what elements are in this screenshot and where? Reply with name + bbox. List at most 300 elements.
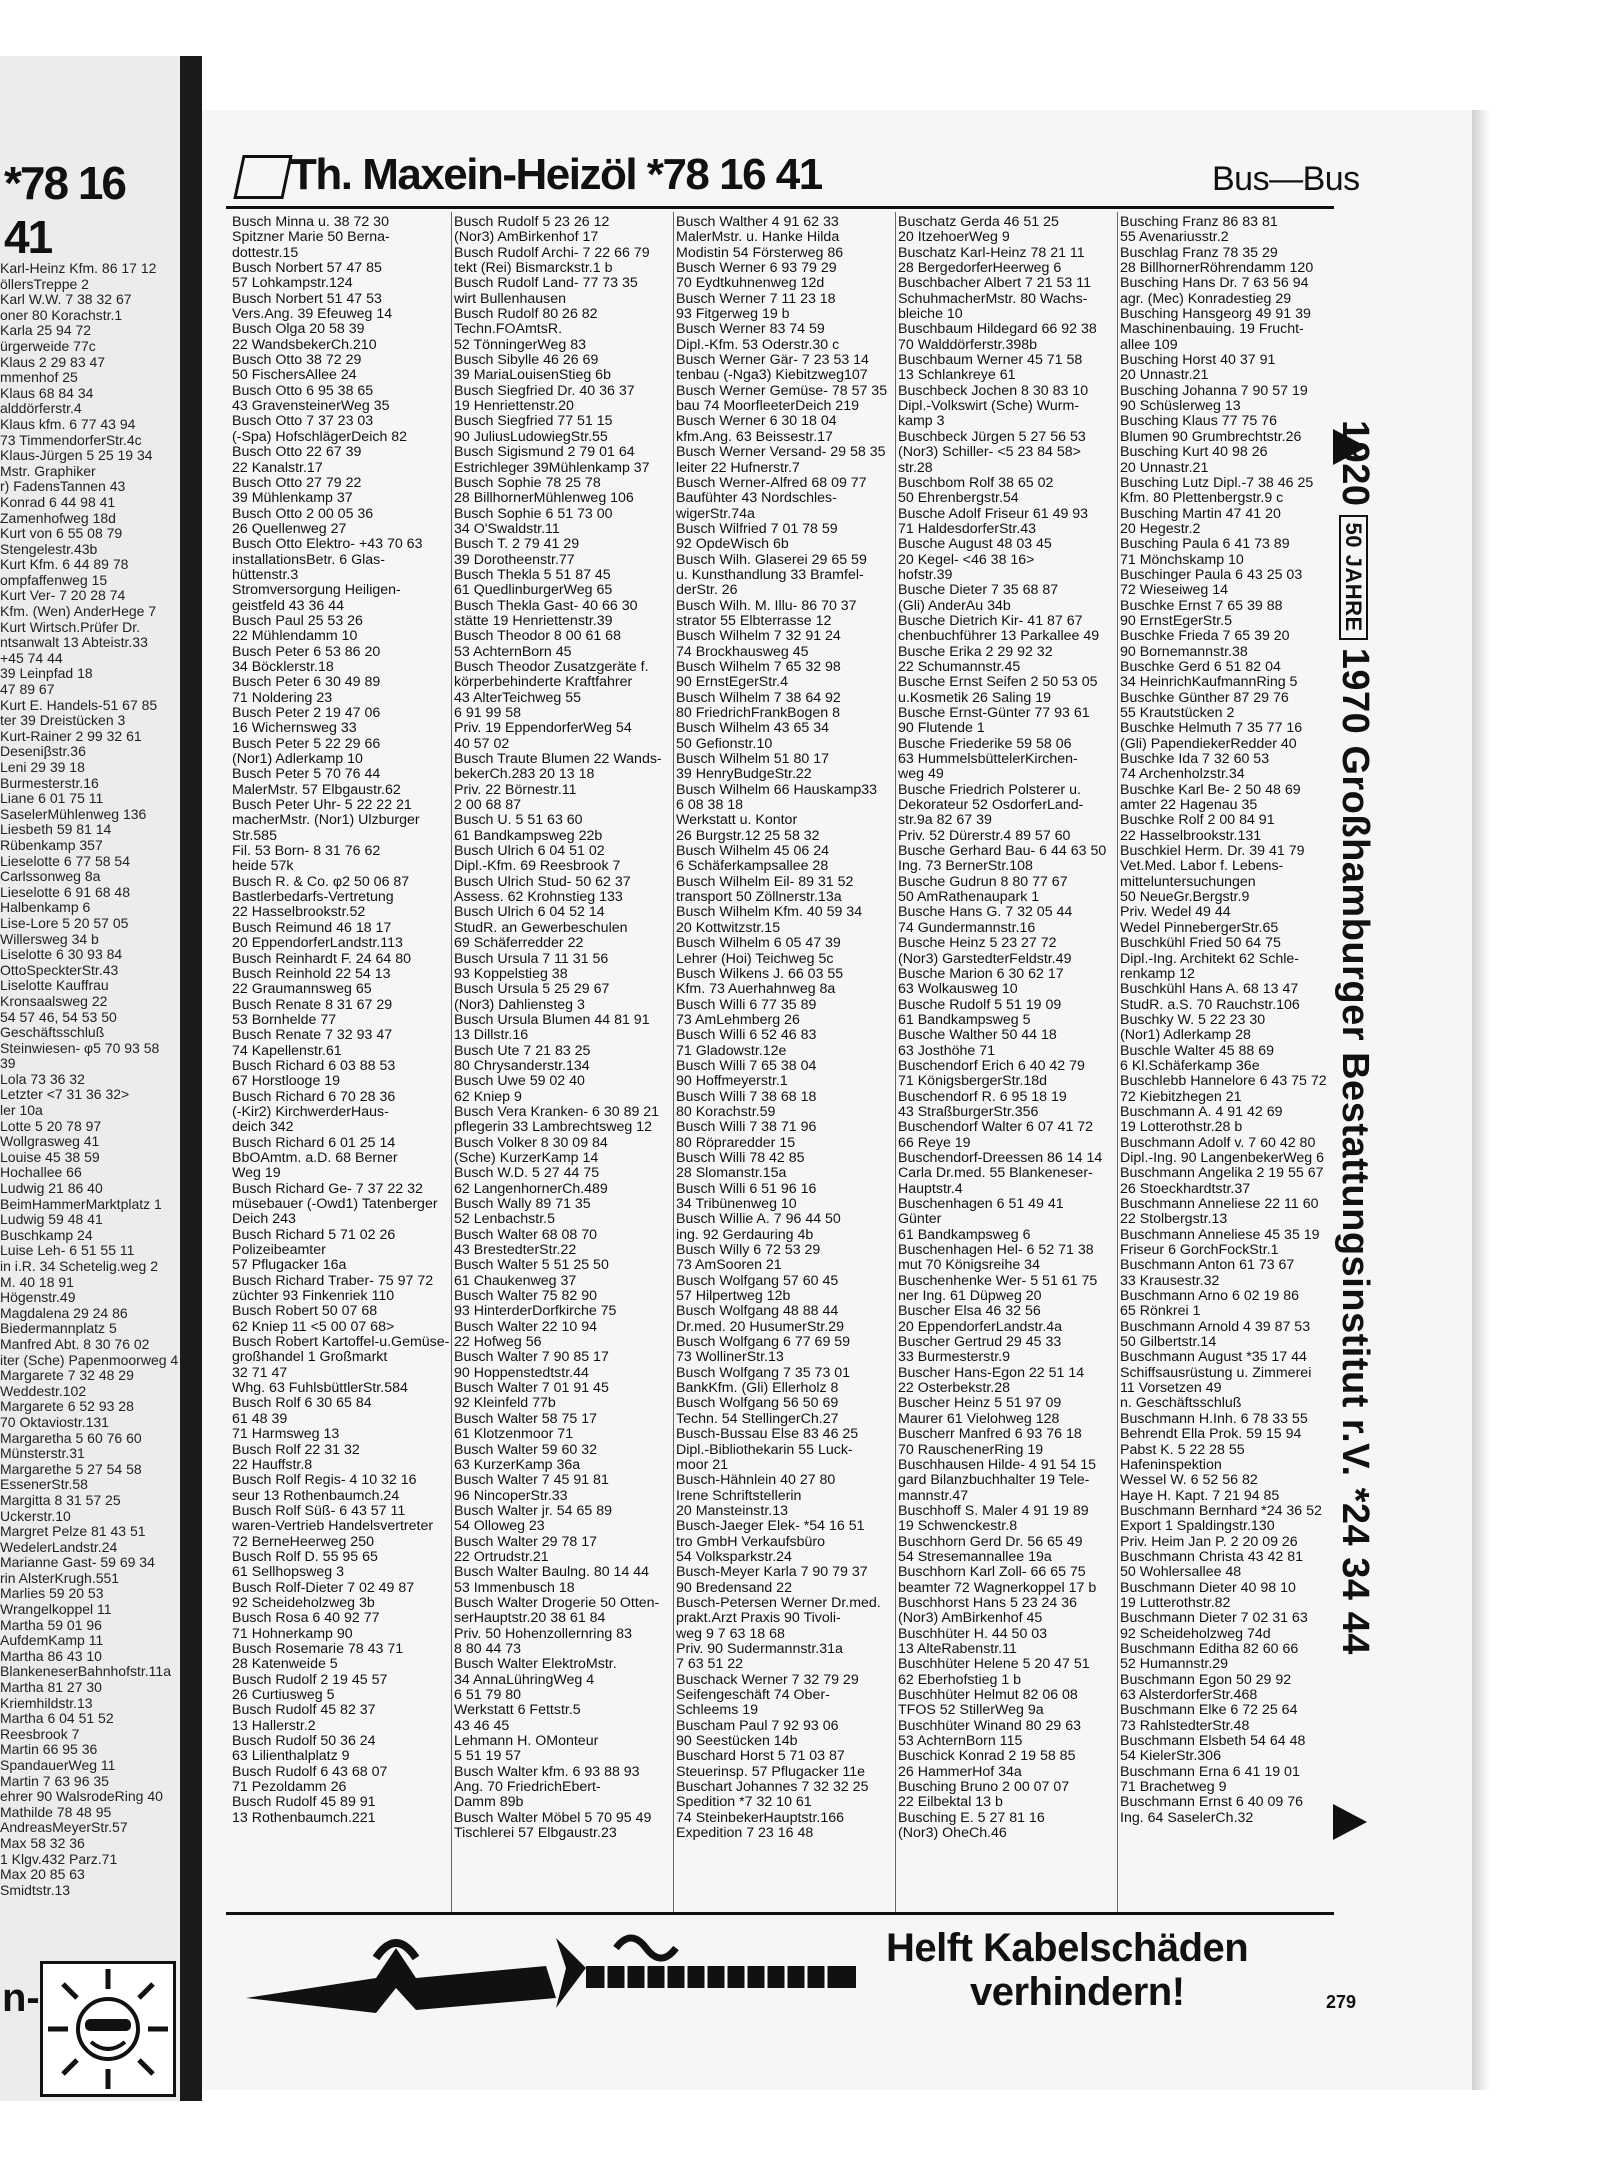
previous-page-line: Karl-Heinz Kfm. 86 17 12	[0, 261, 157, 276]
directory-entry-line: Werkstatt u. Kontor	[676, 813, 798, 829]
previous-page-line: WedelerLandstr.24	[0, 1539, 118, 1555]
directory-entry-line: 80 Korachstr.59	[676, 1104, 776, 1120]
previous-page-line: BlankeneserBahnhofstr.11a	[0, 1664, 171, 1680]
directory-entry-line: Busch Robert 50 07 68	[232, 1304, 378, 1320]
directory-entry-line: Steuerinsp. 57 Pflugacker 11e	[676, 1764, 866, 1780]
directory-entry-line: macherMstr. (Nor1) Ulzburger	[232, 813, 420, 829]
directory-entry-line: Blumen 90 Grumbrechtstr.26	[1120, 429, 1302, 445]
directory-entry-line: Buschke Günther 87 29 76	[1120, 690, 1289, 706]
directory-entry-line: Spedition *7 32 10 61	[676, 1795, 812, 1811]
directory-entry-line: Buschbacher Albert 7 21 53 11	[898, 276, 1091, 292]
directory-entry-line: Busch Walter 7 45 91 81	[454, 1473, 609, 1489]
previous-page-line: Kurt-Rainer 2 99 32 61	[0, 728, 142, 744]
directory-entry-line: 43 GravensteinerWeg 35	[232, 399, 390, 415]
directory-entry-line: 72 BerneHeerweg 250	[232, 1534, 374, 1550]
previous-page-line: Kronsaalsweg 22	[0, 993, 108, 1009]
directory-entry-line: Busch Willi 7 38 68 18	[676, 1089, 817, 1105]
directory-entry-line: Busching Horst 40 37 91	[1120, 353, 1276, 369]
directory-entry-line: Busch Wilhelm 43 65 34	[676, 721, 829, 737]
directory-entry-line: 33 Burmesterstr.9	[898, 1350, 1010, 1366]
directory-entry-line: Busch T. 2 79 41 29	[454, 537, 580, 553]
directory-entry-line: Busch Wilhelm 7 65 32 98	[676, 659, 841, 675]
directory-entry-line: 90 Bredensand 22	[676, 1580, 792, 1596]
directory-entry-line: 61 Bandkampsweg 5	[898, 1012, 1031, 1028]
previous-page-line: Deseniβstr.36	[0, 744, 86, 760]
directory-entry-line: 28 Slomanstr.15a	[676, 1166, 787, 1182]
directory-entry-line: Busch Paul 25 53 26	[232, 613, 363, 629]
directory-entry-line: 33 Krausestr.32	[1120, 1273, 1220, 1289]
previous-page-line: 47 89 67	[0, 682, 55, 698]
directory-entry-line: 92 Scheideholzweg 74d	[1120, 1626, 1271, 1642]
directory-entry-line: Busch Reinhardt F. 24 64 80	[232, 951, 412, 967]
directory-entry-line: Schleems 19	[676, 1703, 759, 1719]
directory-entry-line: Buschmann Dieter 40 98 10	[1120, 1580, 1296, 1596]
previous-page-line: Karl W.W. 7 38 32 67	[0, 292, 132, 308]
directory-entry-line: Busch-Bussau Else 83 46 25	[676, 1427, 859, 1443]
directory-entry-line: Buschhoff S. Maler 4 91 19 89	[898, 1503, 1089, 1519]
directory-entry-line: BbOAmtm. a.D. 68 Berner	[232, 1150, 398, 1166]
previous-page-banner-fragment: n-	[2, 1976, 40, 2020]
directory-entry-line: Buschmann Elke 6 72 25 64	[1120, 1703, 1298, 1719]
previous-page-line: iter (Sche) Papenmoorweg 4	[0, 1352, 178, 1368]
directory-entry-line: tenbau (-Nga3) Kiebitzweg107	[676, 368, 868, 384]
previous-page-line: Carlssonweg 8a	[0, 869, 101, 885]
directory-entry-line: Busch Walter 75 82 90	[454, 1289, 598, 1305]
directory-entry-line: 63 Wolkausweg 10	[898, 982, 1018, 998]
directory-entry-line: Busch Werner Gemüse- 78 57 35	[676, 383, 888, 399]
previous-page-line: ompfaffenweg 15	[0, 572, 108, 588]
directory-entry-line: 71 Brachetweg 9	[1120, 1780, 1227, 1796]
directory-entry-line: 22 Hofweg 56	[454, 1335, 542, 1351]
directory-entry-line: 73 AmSooren 21	[676, 1258, 782, 1274]
directory-entry-line: Busch Walter 59 60 32	[454, 1442, 598, 1458]
directory-entry-line: deich 342	[232, 1120, 294, 1136]
directory-entry-line: stätte 19 Henriettenstr.39	[454, 613, 613, 629]
directory-entry-line: installationsBetr. 6 Glas-	[232, 552, 385, 568]
directory-entry-line: Friseur 6 GorchFockStr.1	[1120, 1243, 1279, 1259]
directory-entry-line: Busch-Petersen Werner Dr.med.	[676, 1595, 881, 1611]
previous-page-line: Konrad 6 44 98 41	[0, 494, 116, 510]
directory-entry-line: 22 Hasselbrookstr.131	[1120, 828, 1262, 844]
directory-entry-line: 5 51 19 57	[454, 1749, 522, 1765]
directory-entry-line: waren-Vertrieb Handelsvertreter	[232, 1519, 434, 1535]
directory-entry-line: 52 TönningerWeg 83	[454, 337, 586, 353]
directory-entry-line: 53 Bornhelde 77	[232, 1012, 337, 1028]
directory-entry-line: Buschmann A. 4 91 42 69	[1120, 1104, 1283, 1120]
previous-page-line: Uckerstr.10	[0, 1508, 71, 1524]
directory-entry-line: Busch Walter ElektroMstr.	[454, 1657, 617, 1673]
previous-page-line: Martha 59 01 96	[0, 1617, 102, 1633]
directory-entry-line: 90 JuliusLudowiegStr.55	[454, 429, 608, 445]
directory-entry-line: Buschmann Christa 43 42 81	[1120, 1549, 1303, 1565]
directory-entry-line: 26 HammerHof 34a	[898, 1764, 1022, 1780]
directory-entry-line: Busch Wolfgang 7 35 73 01	[676, 1365, 851, 1381]
directory-entry-line: Busch Sibylle 46 26 69	[454, 353, 599, 369]
directory-entry-line: StudR. a.S. 70 Rauchstr.106	[1120, 997, 1300, 1013]
directory-entry-line: Busch-Meyer Karla 7 90 79 37	[676, 1565, 868, 1581]
directory-entry-line: Busch Rosa 6 40 92 77	[232, 1611, 380, 1627]
directory-entry-line: Buschmann Anneliese 22 11 60	[1120, 1197, 1319, 1212]
directory-entry-line: strator 55 Elbterrasse 12	[676, 613, 832, 629]
previous-page-banner-sun	[40, 1961, 176, 2097]
directory-entry-line: Busche Walther 50 44 18	[898, 1028, 1057, 1044]
directory-entry-line: Priv. 90 Sudermannstr.31a	[676, 1641, 843, 1657]
directory-entry-line: (Nor1) Adlerkamp 28	[1120, 1028, 1251, 1044]
directory-entry-line: 62 LangenhornerCh.489	[454, 1181, 608, 1197]
directory-entry-line: Buschendorf Erich 6 40 42 79	[898, 1058, 1085, 1074]
directory-entry-line: 52 Humannstr.29	[1120, 1657, 1229, 1673]
directory-entry-line: 50 AmRathenaupark 1	[898, 890, 1040, 906]
previous-page-line: Lieselotte 6 91 68 48	[0, 884, 130, 900]
directory-entry-line: Dr.med. 20 HusumerStr.29	[676, 1319, 844, 1335]
directory-entry-line: Busch Renate 8 31 67 29	[232, 997, 393, 1013]
directory-entry-line: 2 00 68 87	[454, 798, 522, 814]
directory-entry-line: 34 AnnaLühringWeg 4	[454, 1672, 595, 1688]
directory-entry-line: Buschard Horst 5 71 03 87	[676, 1749, 845, 1765]
directory-entry-line: Busching Bruno 2 00 07 07	[898, 1780, 1070, 1796]
directory-entry-line: Busch Walter 7 90 85 17	[454, 1350, 609, 1366]
previous-page-line: Martha 81 27 30	[0, 1680, 102, 1696]
directory-entry-line: Buschhüter Helene 5 20 47 51	[898, 1657, 1090, 1673]
previous-page-line: EssenerStr.58	[0, 1477, 88, 1493]
directory-entry-line: Hafeninspektion	[1120, 1457, 1222, 1473]
directory-entry-line: Busch Willy 6 72 53 29	[676, 1243, 821, 1259]
directory-entry-line: 20 EppendorferLandstr.113	[232, 936, 403, 952]
directory-entry-line: Busch Rudolf 80 26 82	[454, 307, 598, 323]
directory-entry-line: Busch Peter 2 19 47 06	[232, 706, 381, 721]
previous-page-line: Margarete 6 52 93 28	[0, 1399, 134, 1415]
directory-entry-line: Buschendorf-Dreessen 86 14 14	[898, 1150, 1103, 1166]
previous-page-line: OttoSpeckterStr.43	[0, 962, 119, 978]
directory-entry-line: 65 Rönkrei 1	[1120, 1304, 1201, 1320]
directory-entry-line: Busch Willi 7 38 71 96	[676, 1120, 817, 1136]
previous-page-line: Louise 45 38 59	[0, 1149, 100, 1165]
directory-column-1	[232, 215, 450, 1826]
directory-entry-line: 20 Mansteinstr.13	[676, 1503, 788, 1519]
directory-entry-line: Busch Rolf Regis- 4 10 32 16	[232, 1473, 417, 1489]
directory-entry-line: 50 FischersAllee 24	[232, 368, 357, 384]
directory-entry-line: Buschke Helmuth 7 35 77 16	[1120, 721, 1303, 737]
directory-entry-line: Priv. 50 Hohenzollernring 83	[454, 1626, 632, 1642]
directory-entry-line: Busch Rudolf 45 82 37	[232, 1703, 376, 1719]
directory-entry-line: 63 AlsterdorferStr.468	[1120, 1688, 1258, 1703]
directory-entry-line: Assess. 62 Krohnstieg 133	[454, 890, 623, 906]
directory-entry-line: 22 Kanalstr.17	[232, 460, 323, 476]
directory-entry-line: amter 22 Hagenau 35	[1120, 798, 1258, 814]
directory-entry-line: Busch Werner 6 93 79 29	[676, 261, 837, 277]
directory-entry-line: BankKfm. (Gli) Ellerholz 8	[676, 1381, 839, 1397]
previous-page-line: Karla 25 94 72	[0, 323, 92, 339]
heizoel-logo-icon	[233, 155, 292, 199]
directory-entry-line: 66 Reye 19	[898, 1135, 971, 1151]
directory-entry-line: Buschenhagen 6 51 49 41	[898, 1197, 1064, 1212]
directory-entry-line: 54 Stresemannallee 19a	[898, 1549, 1052, 1565]
directory-entry-line: Busch Ulrich Stud- 50 62 37	[454, 874, 631, 890]
directory-column-4	[898, 215, 1116, 1841]
bottom-advert-line-1: Helft Kabelschäden	[886, 1926, 1249, 1970]
directory-entry-line: ner Ing. 61 Düpweg 20	[898, 1289, 1042, 1305]
directory-entry-line: (Nor3) GarstedterFeldstr.49	[898, 951, 1072, 967]
directory-entry-line: Busch Otto Elektro- +43 70 63	[232, 537, 423, 553]
directory-entry-line: 28 Katenweide 5	[232, 1657, 338, 1673]
previous-page-line: Reesbrook 7	[0, 1726, 80, 1742]
directory-entry-line: Busch Norbert 57 47 85	[232, 261, 382, 277]
directory-entry-line: Busche Adolf Friseur 61 49 93	[898, 506, 1089, 522]
previous-page-line: Stengelestr.43b	[0, 541, 98, 557]
previous-page-line: Weddestr.102	[0, 1383, 87, 1399]
directory-entry-line: Pabst K. 5 22 28 55	[1120, 1442, 1245, 1458]
directory-entry-line: Busch Willi 6 52 46 83	[676, 1028, 817, 1044]
directory-entry-line: Busch Rosemarie 78 43 71	[232, 1641, 404, 1657]
directory-entry-line: 90 ErnstEgerStr.4	[676, 675, 788, 691]
directory-entry-line: Buschmann August *35 17 44	[1120, 1350, 1307, 1366]
previous-page-line: Liselotte Kauffrau	[0, 978, 109, 994]
directory-entry-line: Busch Renate 7 32 93 47	[232, 1028, 393, 1044]
directory-entry-line: Busch Willi 6 51 96 16	[676, 1181, 817, 1197]
directory-entry-line: Busch-Hähnlein 40 27 80	[676, 1473, 836, 1489]
previous-page-line: Liane 6 01 75 11	[0, 791, 104, 807]
directory-entry-line: (Nor3) Dahliensteg 3	[454, 997, 585, 1013]
directory-entry-line: 61 QuedlinburgerWeg 65	[454, 583, 613, 599]
directory-entry-line: Schiffsausrüstung u. Zimmerei	[1120, 1365, 1312, 1381]
directory-entry-line: Busche August 48 03 45	[898, 537, 1052, 553]
directory-entry-line: 53 Immenbusch 18	[454, 1580, 575, 1596]
previous-page-line: ehrer 90 WalsrodeRing 40	[0, 1789, 163, 1805]
directory-entry-line: Buschendorf Walter 6 07 41 72	[898, 1120, 1094, 1136]
directory-entry-line: 13 Hallerstr.2	[232, 1718, 316, 1734]
directory-entry-line: tro GmbH Verkaufsbüro	[676, 1534, 826, 1550]
directory-entry-line: Estrichleger 39Mühlenkamp 37	[454, 460, 650, 476]
directory-entry-line: 11 Vorsetzen 49	[1120, 1381, 1222, 1397]
directory-entry-line: Busch Otto 22 67 39	[232, 445, 362, 461]
directory-entry-line: Busch Wilh. M. Illu- 86 70 37	[676, 598, 857, 614]
previous-page-line: Max 20 85 63	[0, 1867, 85, 1883]
previous-page-line: Magdalena 29 24 86	[0, 1305, 128, 1321]
directory-entry-line: 71 HaldesdorferStr.43	[898, 521, 1037, 537]
previous-page-line: Kurt von 6 55 08 79	[0, 526, 123, 542]
previous-page-line: +45 74 44	[0, 650, 63, 666]
directory-entry-line: Busch Otto 2 00 05 36	[232, 506, 374, 522]
directory-entry-line: Baufühter 43 Nordschles-	[676, 491, 837, 507]
previous-page-line: Luise Leh- 6 51 55 11	[0, 1243, 135, 1259]
previous-page-line: Münsterstr.31	[0, 1446, 85, 1462]
directory-entry-line: 74 Brockhausweg 45	[676, 644, 809, 660]
previous-page-line: alddörferstr.4	[0, 401, 82, 417]
previous-page-line: Lieselotte 6 77 58 54	[0, 853, 130, 869]
directory-entry-line: großhandel 1 Großmarkt	[232, 1350, 388, 1366]
directory-entry-line: Busch Wolfgang 48 88 44	[676, 1304, 839, 1320]
directory-entry-line: 71 KönigsbergerStr.18d	[898, 1074, 1048, 1090]
directory-entry-line: Dipl.-Volkswirt (Sche) Wurm-	[898, 399, 1080, 415]
header-rule	[226, 206, 1334, 209]
directory-entry-line: Buscher Gertrud 29 45 33	[898, 1335, 1062, 1351]
previous-page-line: Marianne Gast- 59 69 34	[0, 1555, 155, 1571]
directory-entry-line: Buschlebb Hannelore 6 43 75 72	[1120, 1074, 1327, 1090]
directory-entry-line: Busche Rudolf 5 51 19 09	[898, 997, 1062, 1013]
directory-entry-line: Buschlag Franz 78 35 29	[1120, 245, 1278, 261]
directory-entry-line: Busch Ulrich 6 04 52 14	[454, 905, 605, 921]
directory-entry-line: Bastlerbedarfs-Vertretung	[232, 890, 394, 906]
directory-entry-line: 39 MariaLouisenStieg 6b	[454, 368, 611, 384]
directory-entry-line: Wessel W. 6 52 56 82	[1120, 1473, 1258, 1489]
directory-entry-line: Busch Willi 6 77 35 89	[676, 997, 817, 1013]
directory-entry-line: 93 Koppelstieg 38	[454, 966, 568, 982]
directory-entry-line: seur 13 Rothenbaumch.24	[232, 1488, 400, 1504]
directory-entry-line: Hauptstr.4	[898, 1181, 963, 1197]
directory-entry-line: 43 46 45	[454, 1718, 510, 1734]
directory-entry-line: Buschhüter Winand 80 29 63	[898, 1718, 1081, 1734]
directory-entry-line: Wedel PinnebergerStr.65	[1120, 920, 1279, 936]
directory-entry-line: Buscher Hans-Egon 22 51 14	[898, 1365, 1085, 1381]
directory-entry-line: Haye H. Kapt. 7 21 94 85	[1120, 1488, 1280, 1504]
previous-page	[0, 56, 184, 2101]
directory-entry-line: SchuhmacherMstr. 80 Wachs-	[898, 291, 1088, 307]
directory-entry-line: 90 Hoppenstedtstr.44	[454, 1365, 589, 1381]
previous-page-line: Letzter <7 31 36 32>	[0, 1087, 130, 1103]
directory-entry-line: Buschmann Ernst 6 40 09 76	[1120, 1795, 1303, 1811]
directory-entry-line: Busch Rolf-Dieter 7 02 49 87	[232, 1580, 415, 1596]
previous-page-line: Liesbeth 59 81 14	[0, 822, 112, 838]
directory-entry-line: 96 NincoperStr.33	[454, 1488, 568, 1504]
directory-entry-line: Ing. 64 SaselerCh.32	[1120, 1810, 1254, 1826]
previous-page-line: M. 40 18 91	[0, 1274, 74, 1290]
directory-entry-line: Busche Dieter 7 35 68 87	[898, 583, 1059, 599]
directory-entry-line: 74 Kapellenstr.61	[232, 1043, 342, 1059]
directory-entry-line: Busch Wilhelm 51 80 17	[676, 752, 829, 768]
directory-entry-line: Busch Ursula 7 11 31 56	[454, 951, 609, 967]
directory-entry-line: Ang. 70 FriedrichEbert-	[454, 1780, 601, 1796]
previous-page-line: Mstr. Graphiker	[0, 463, 96, 479]
directory-entry-line: Vet.Med. Labor f. Lebens-	[1120, 859, 1284, 875]
directory-entry-line: Dipl.-Ing. 90 LangenbekerWeg 6	[1120, 1150, 1325, 1166]
side-advert-phone: *24 34 44	[1334, 1487, 1376, 1655]
directory-entry-line: 73 AmLehmberg 26	[676, 1012, 800, 1028]
directory-entry-line: 22 WandsbekerCh.210	[232, 337, 377, 353]
directory-entry-line: Priv. 22 Börnestr.11	[454, 782, 577, 798]
directory-entry-line: 22 Osterbekstr.28	[898, 1381, 1010, 1397]
directory-entry-line: Techn. 54 StellingerCh.27	[676, 1411, 839, 1427]
directory-entry-line: 39 HenryBudgeStr.22	[676, 767, 812, 783]
directory-entry-line: kfm.Ang. 63 Beissestr.17	[676, 429, 833, 445]
directory-entry-line: 61 Chaukenweg 37	[454, 1273, 577, 1289]
directory-entry-line: Busch Richard 6 03 88 53	[232, 1058, 396, 1074]
previous-page-line: Lise-Lore 5 20 57 05	[0, 915, 129, 931]
directory-entry-line: Busch Richard 5 71 02 26	[232, 1227, 396, 1243]
directory-entry-line: Busch Willi 7 65 38 04	[676, 1058, 817, 1074]
directory-entry-line: 93 HinterderDorfkirche 75	[454, 1304, 617, 1320]
previous-page-line: Martin 66 95 36	[0, 1742, 98, 1758]
previous-page-line: Lola 73 36 32	[0, 1071, 85, 1087]
directory-entry-line: 90 Hoffmeyerstr.1	[676, 1074, 788, 1090]
directory-entry-line: leiter 22 Hufnerstr.7	[676, 460, 800, 476]
directory-entry-line: Modistin 54 Försterweg 86	[676, 245, 844, 261]
previous-page-line: Mathilde 78 48 95	[0, 1804, 112, 1820]
directory-entry-line: 90 Flutende 1	[898, 721, 985, 737]
directory-entry-line: (Gli) PapendiekerRedder 40	[1120, 736, 1297, 752]
previous-page-line: Margarete 7 32 48 29	[0, 1368, 134, 1384]
directory-entry-line: Busche Friederike 59 58 06	[898, 736, 1072, 752]
directory-entry-line: Buschmann Elsbeth 54 64 48	[1120, 1734, 1306, 1750]
directory-entry-line: 6 Kl.Schäferkamp 36e	[1120, 1058, 1260, 1074]
directory-entry-line: pflegerin 33 Lambrechtsweg 12	[454, 1120, 652, 1136]
directory-entry-line: heide 57k	[232, 859, 294, 875]
previous-page-line: ter 39 Dreistücken 3	[0, 713, 126, 729]
directory-entry-line: dottestr.15	[232, 245, 299, 261]
directory-entry-line: 57 Pflugacker 16a	[232, 1258, 347, 1274]
previous-page-line: Kurt E. Handels-51 67 85	[0, 697, 158, 713]
directory-entry-line: Busch Robert Kartoffel-u.Gemüse-	[232, 1335, 450, 1351]
directory-entry-line: allee 109	[1120, 337, 1178, 353]
directory-entry-line: Busch Wilh. Glaserei 29 65 59	[676, 552, 867, 568]
directory-entry-line: Buschmann Dieter 7 02 31 63	[1120, 1611, 1308, 1627]
directory-entry-line: Buschbeck Jochen 8 30 83 10	[898, 383, 1089, 399]
directory-entry-line: Techn.FOAmtsR.	[454, 322, 563, 338]
directory-entry-line: 63 Lilienthalplatz 9	[232, 1749, 350, 1765]
directory-entry-line: Busch Werner Versand- 29 58 35	[676, 445, 886, 461]
directory-entry-line: weg 49	[898, 767, 944, 783]
directory-entry-line: Buschle Walter 45 88 69	[1120, 1043, 1275, 1059]
directory-entry-line: 53 AchternBorn 45	[454, 644, 572, 660]
previous-page-line: Margret Pelze 81 43 51	[0, 1524, 146, 1540]
side-advert-year-start: 1920	[1334, 420, 1376, 507]
directory-entry-line: 19 Lotterothstr.28 b	[1120, 1120, 1243, 1136]
previous-page-line: Max 58 32 36	[0, 1835, 85, 1851]
directory-entry-line: tekt (Rei) Bismarckstr.1 b	[454, 261, 613, 277]
directory-entry-line: Buschhüter Helmut 82 06 08	[898, 1688, 1078, 1703]
directory-entry-line: Busche Friedrich Polsterer u.	[898, 782, 1081, 798]
directory-entry-line: Busch Werner 7 11 23 18	[676, 291, 836, 307]
directory-entry-line: Dipl.-Kfm. 53 Oderstr.30 c	[676, 337, 840, 353]
previous-page-line: Biedermannplatz 5	[0, 1321, 117, 1337]
directory-entry-line: Expedition 7 23 16 48	[676, 1826, 814, 1842]
directory-entry-line: 52 Lenbachstr.5	[454, 1212, 555, 1228]
side-advert-year-end: 1970	[1334, 647, 1376, 735]
directory-entry-line: hüttenstr.3	[232, 567, 299, 583]
directory-entry-line: Dipl.-Ing. Architekt 62 Schle-	[1120, 951, 1299, 967]
previous-page-line: Margarethe 5 27 54 58	[0, 1461, 142, 1477]
directory-entry-line: 80 Röpraredder 15	[676, 1135, 796, 1151]
previous-page-line: Rübenkamp 357	[0, 837, 103, 853]
directory-entry-line: mannstr.47	[898, 1488, 969, 1504]
directory-entry-line: Buschbom Rolf 38 65 02	[898, 475, 1054, 491]
directory-entry-line: Busch Wilhelm Kfm. 40 59 34	[676, 905, 863, 921]
directory-entry-line: Busche Dietrich Kir- 41 87 67	[898, 613, 1083, 629]
directory-entry-line: Carla Dr.med. 55 Blankeneser-	[898, 1166, 1093, 1182]
directory-entry-line: Buscham Paul 7 92 93 06	[676, 1718, 839, 1734]
directory-entry-line: Busch Wolfgang 57 60 45	[676, 1273, 839, 1289]
directory-entry-line: Busch Wolfgang 56 50 69	[676, 1396, 839, 1412]
directory-entry-line: Buschke Rolf 2 00 84 91	[1120, 813, 1275, 829]
directory-entry-line: Busch Walther 4 91 62 33	[676, 215, 839, 230]
directory-entry-line: 22 Ortrudstr.21	[454, 1549, 549, 1565]
directory-entry-line: Buschmann Egon 50 29 92	[1120, 1672, 1292, 1688]
directory-entry-line: 92 Kleinfeld 77b	[454, 1396, 556, 1412]
directory-entry-line: 90 Seestücken 14b	[676, 1734, 798, 1750]
directory-entry-line: Busch Siegfried 77 51 15	[454, 414, 613, 430]
directory-entry-line: Busch Olga 20 58 39	[232, 322, 365, 338]
directory-entry-line: 90 ErnstEgerStr.5	[1120, 613, 1232, 629]
directory-entry-line: 57 Lohkampstr.124	[232, 276, 353, 292]
directory-entry-line: Busch Walter kfm. 6 93 88 93	[454, 1764, 640, 1780]
directory-entry-line: Busch Vera Kranken- 6 30 89 21	[454, 1104, 660, 1120]
directory-entry-line: 61 48 39	[232, 1411, 288, 1427]
previous-page-line: 54 57 46, 54 53 50	[0, 1009, 117, 1025]
directory-entry-line: (Nor3) OheCh.46	[898, 1826, 1007, 1842]
directory-entry-line: MalerMstr. u. Hanke Hilda	[676, 230, 840, 246]
directory-entry-line: 39 Mühlenkamp 37	[232, 491, 353, 507]
directory-entry-line: Busch Walter Drogerie 50 Otten-	[454, 1595, 660, 1611]
directory-entry-line: Buschmann Adolf v. 7 60 42 80	[1120, 1135, 1316, 1151]
